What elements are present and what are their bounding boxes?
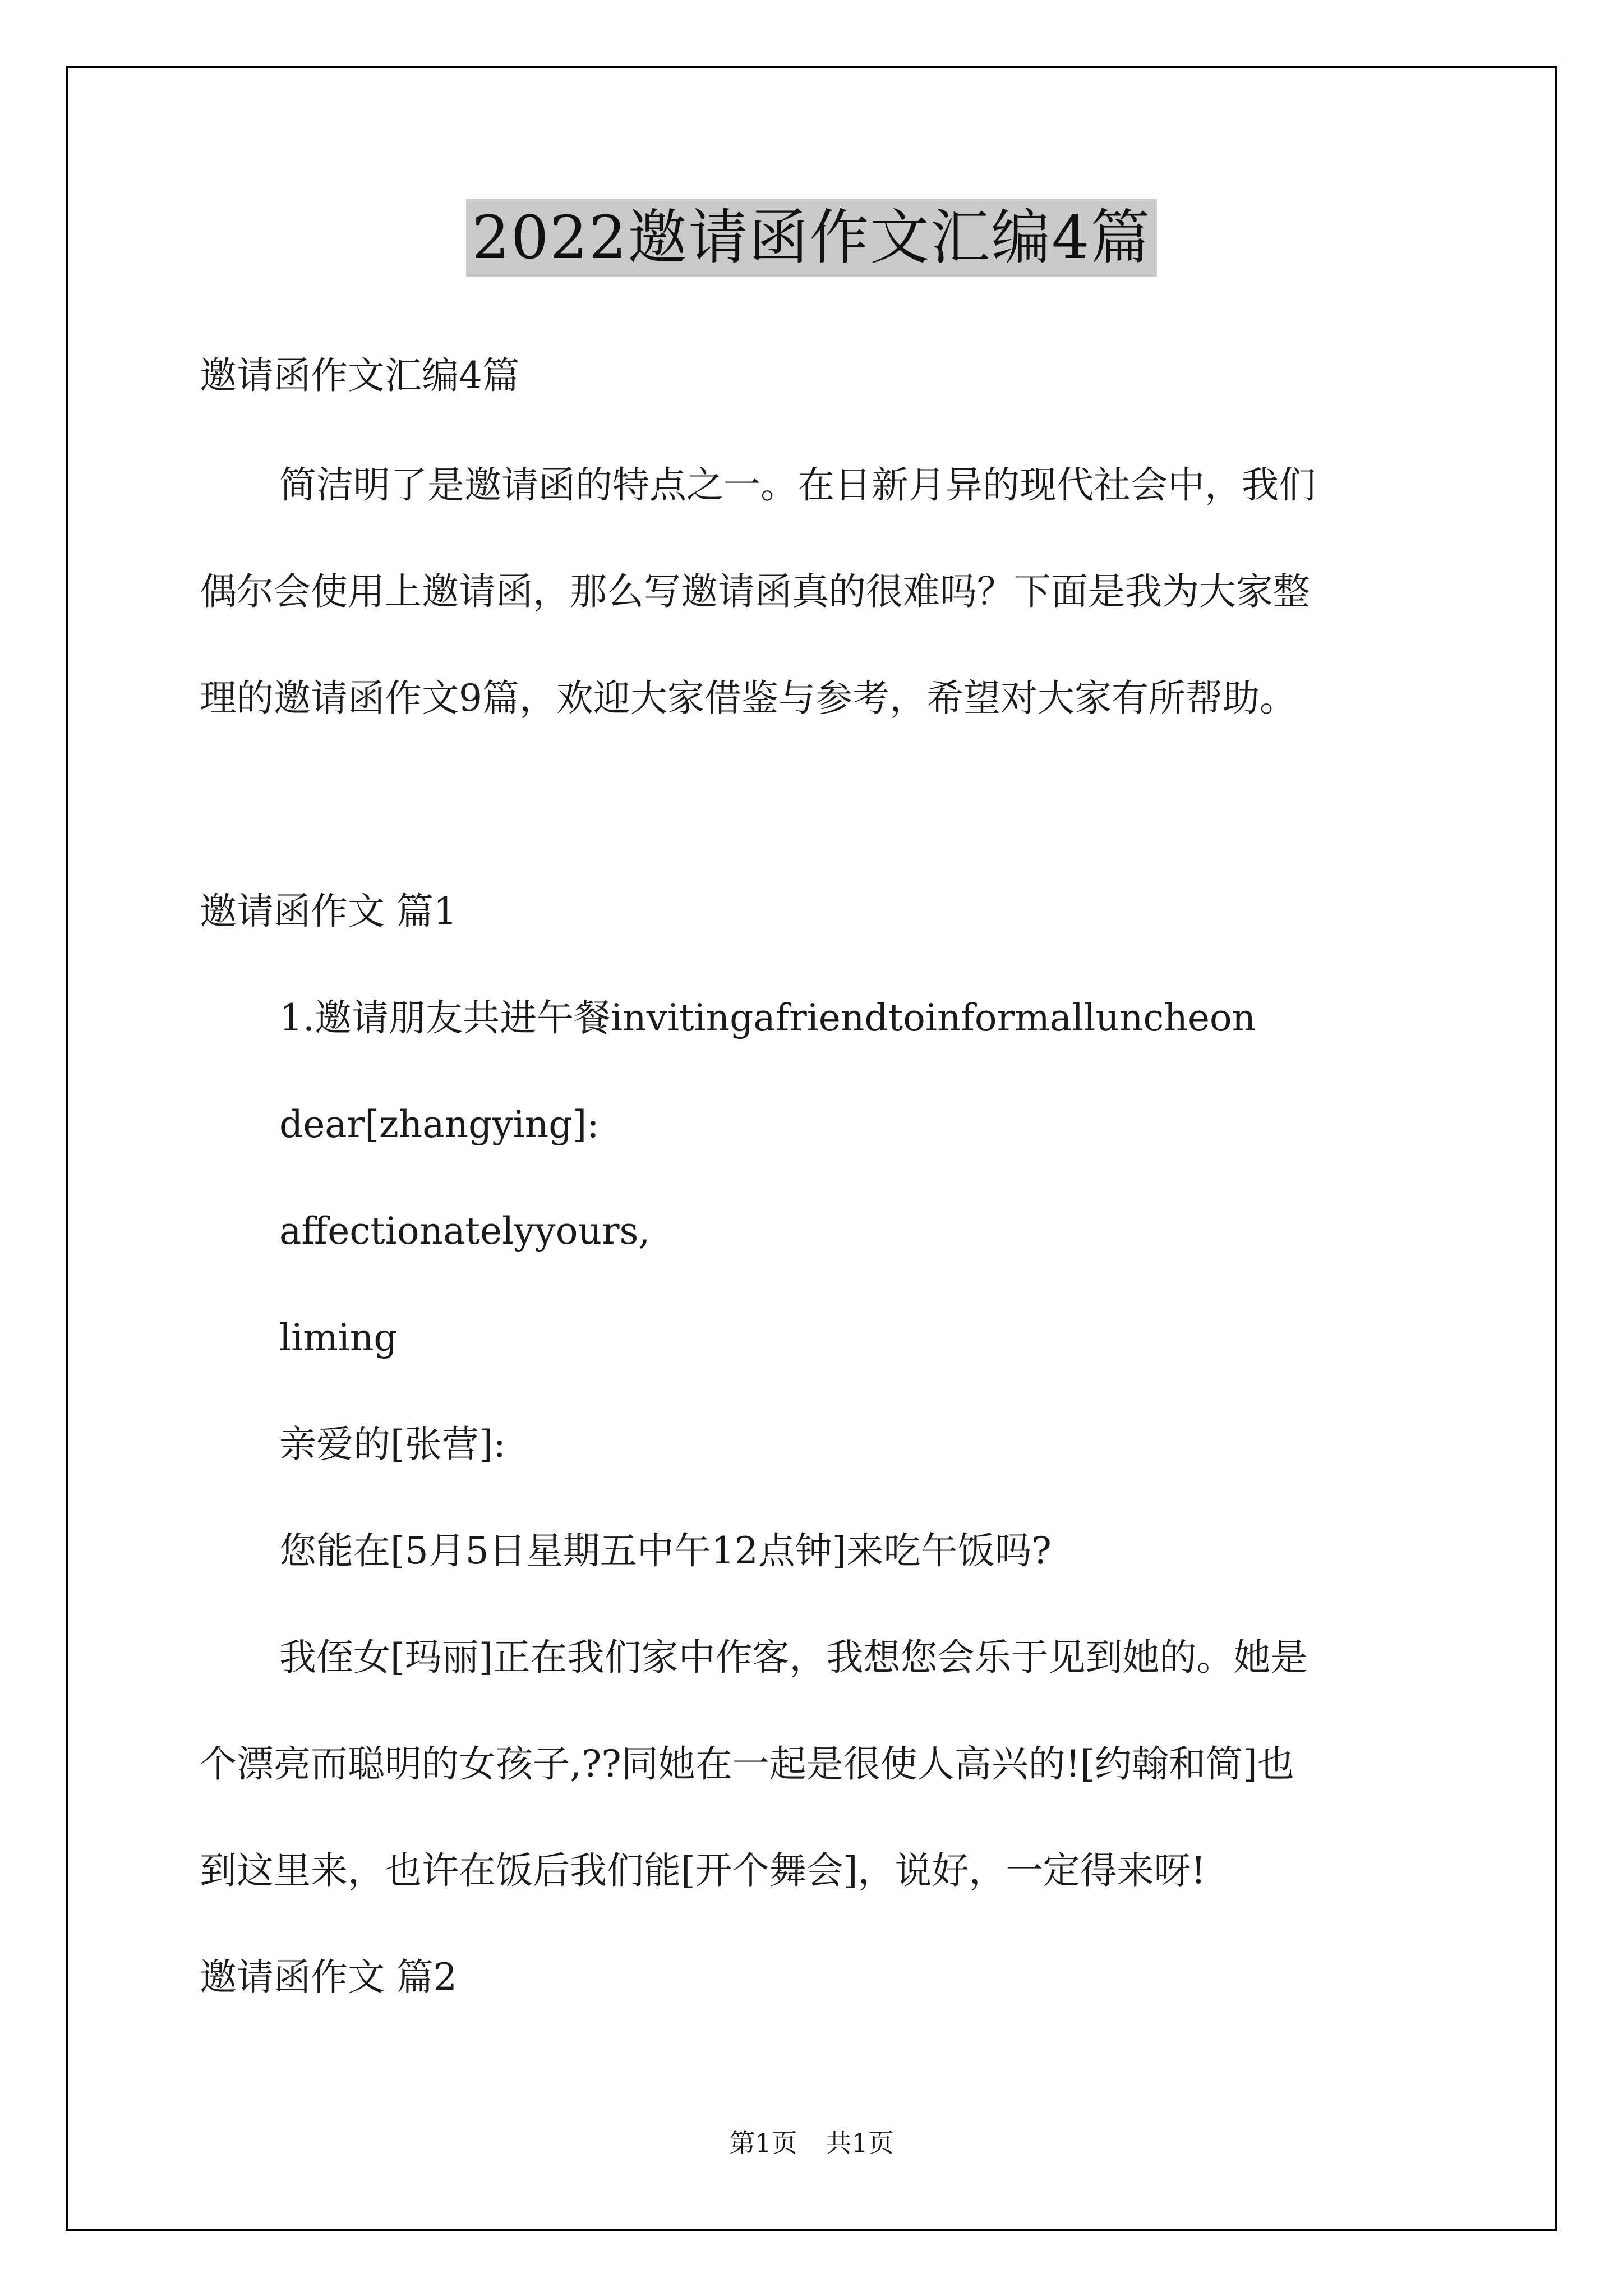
document-subtitle: 邀请函作文汇编4篇 [200,354,519,397]
section-1-line-4: liming [279,1316,398,1359]
section-2-heading: 邀请函作文 篇2 [200,1955,457,1999]
intro-line-1: 简洁明了是邀请函的特点之一。在日新月异的现代社会中，我们 [279,463,1316,507]
document-title: 2022邀请函作文汇编4篇 [466,199,1156,277]
section-1-line-5: 亲爱的[张营]: [279,1423,506,1466]
page-number-total: 共1页 [826,2128,894,2158]
intro-line-2: 偶尔会使用上邀请函，那么写邀请函真的很难吗？下面是我为大家整 [200,570,1310,613]
title-container [0,199,1623,277]
intro-line-3: 理的邀请函作文9篇，欢迎大家借鉴与参考，希望对大家有所帮助。 [200,677,1297,720]
section-1-line-7: 我侄女[玛丽]正在我们家中作客，我想您会乐于见到她的。她是 [279,1636,1308,1679]
section-1-line-3: affectionatelyyours, [279,1209,651,1253]
section-1-line-1: 1.邀请朋友共进午餐invitingafriendtoinformalluncheon [279,996,1256,1039]
section-1-heading: 邀请函作文 篇1 [200,890,457,933]
section-1-line-9: 到这里来，也许在饭后我们能[开个舞会]，说好，一定得来呀! [200,1849,1206,1892]
section-1-line-2: dear[zhangying]: [279,1103,600,1146]
page-number-current: 第1页 [729,2128,797,2158]
section-1-line-8: 个漂亮而聪明的女孩子,??同她在一起是很使人高兴的![约翰和简]也 [200,1742,1294,1786]
section-1-line-6: 您能在[5月5日星期五中午12点钟]来吃午饭吗? [279,1529,1052,1572]
page-footer [0,2126,1623,2160]
